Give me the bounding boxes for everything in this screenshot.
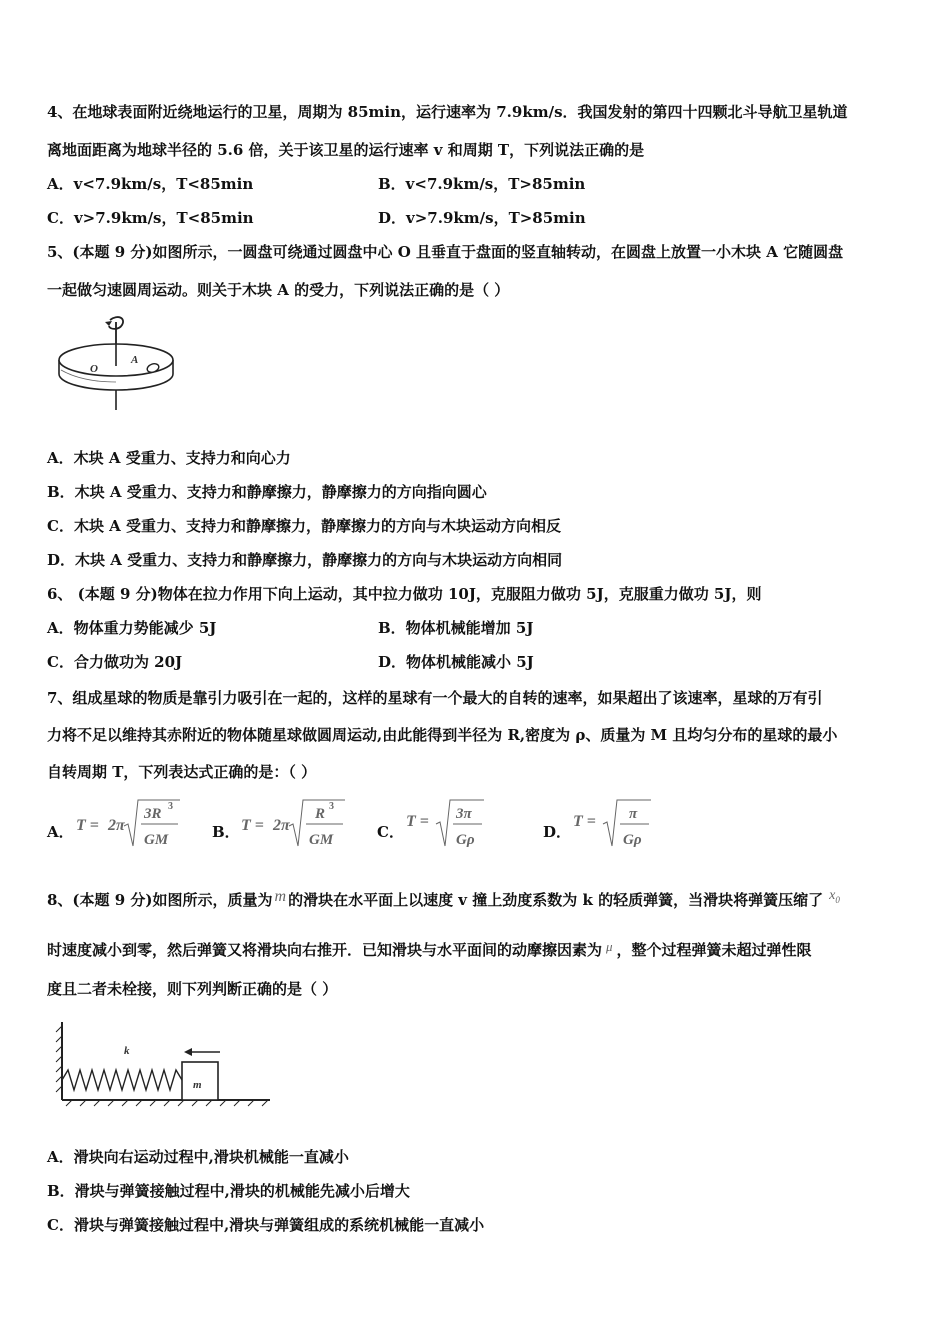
svg-text:2π: 2π xyxy=(108,817,125,834)
q4-stem-line1: 4、在地球表面附近绕地运行的卫星，周期为 85min，运行速率为 7.9km/s．我国发射的第四十四颗北斗导航卫星轨道 xyxy=(47,103,848,121)
q5-option-a: A．木块 A 受重力、支持力和向心力 xyxy=(47,449,291,467)
q6-option-b: B．物体机械能增加 5J xyxy=(378,619,534,637)
q6-stem: 6、 (本题 9 分)物体在拉力作用下向上运动，其中拉力做功 10J，克服阻力做功 5J，克服重力做功 5J，则 xyxy=(47,585,762,603)
svg-text:π: π xyxy=(629,806,638,822)
svg-text:3π: 3π xyxy=(456,806,472,822)
q8-stem-line3: 度且二者未栓接，则下列判断正确的是（ ） xyxy=(47,980,338,998)
q5-stem-line1: 5、(本题 9 分)如图所示，一圆盘可绕通过圆盘中心 O 且垂直于盘面的竖直轴转动，在圆盘上放置一小木块 A 它随圆盘 xyxy=(47,243,844,261)
label-o: O xyxy=(90,363,98,375)
svg-text:T =: T = xyxy=(76,817,99,834)
svg-text:GM: GM xyxy=(144,832,169,848)
q5-option-c: C．木块 A 受重力、支持力和静摩擦力，静摩擦力的方向与木块运动方向相反 xyxy=(47,517,562,535)
x0-symbol: $x_0$ xyxy=(829,888,840,905)
q8-stem-line1: 8、(本题 9 分)如图所示，质量为 m 的滑块在水平面上以速度 v 撞上劲度系数为 k 的轻质弹簧，当滑块将弹簧压缩了 $x_0$ xyxy=(47,888,840,909)
q7-label-c: C． xyxy=(377,823,404,841)
label-k: k xyxy=(124,1045,130,1057)
q8-option-a: A．滑块向右运动过程中,滑块机械能一直减小 xyxy=(47,1148,349,1166)
q6-option-d: D．物体机械能减小 5J xyxy=(378,653,534,671)
turntable-figure xyxy=(52,312,192,412)
svg-text:T =: T = xyxy=(241,817,264,834)
svg-text:GM: GM xyxy=(309,832,334,848)
svg-text:3: 3 xyxy=(168,801,173,812)
q7-formula-a xyxy=(76,796,186,852)
q7-formula-b xyxy=(241,796,351,852)
q7-label-d: D． xyxy=(543,823,572,841)
q7-label-b: B． xyxy=(212,823,240,841)
q7-stem-line3: 自转周期 T，下列表达式正确的是：（ ） xyxy=(47,763,317,781)
q4-option-d: D．v>7.9km/s，T>85min xyxy=(378,209,586,227)
q8-stem-line2: 时速度减小到零，然后弹簧又将滑块向右推开．已知滑块与水平面间的动摩擦因素为 μ ，整个过程弹簧未超过弹性限 xyxy=(47,939,812,959)
q8-option-c: C．滑块与弹簧接触过程中,滑块与弹簧组成的系统机械能一直减小 xyxy=(47,1216,485,1234)
q7-formula-c xyxy=(406,796,496,852)
label-a: A xyxy=(131,354,139,366)
mu-symbol: μ xyxy=(606,939,613,954)
spring-block-figure xyxy=(52,1016,274,1108)
svg-text:T =: T = xyxy=(406,813,429,830)
svg-text:3: 3 xyxy=(329,801,334,812)
q5-option-b: B．木块 A 受重力、支持力和静摩擦力，静摩擦力的方向指向圆心 xyxy=(47,483,487,501)
q4-option-c: C．v>7.9km/s，T<85min xyxy=(47,209,254,227)
q7-stem-line1: 7、组成星球的物质是靠引力吸引在一起的，这样的星球有一个最大的自转的速率，如果超出了该速率，星球的万有引 xyxy=(47,689,823,707)
svg-text:Gρ: Gρ xyxy=(623,832,642,848)
svg-text:2π: 2π xyxy=(273,817,290,834)
q4-option-b: B．v<7.9km/s，T>85min xyxy=(378,175,586,193)
svg-text:Gρ: Gρ xyxy=(456,832,475,848)
q6-option-c: C．合力做功为 20J xyxy=(47,653,183,671)
svg-text:3R: 3R xyxy=(144,806,162,822)
q5-stem-line2: 一起做匀速圆周运动。则关于木块 A 的受力，下列说法正确的是（ ） xyxy=(47,281,510,299)
q5-option-d: D．木块 A 受重力、支持力和静摩擦力，静摩擦力的方向与木块运动方向相同 xyxy=(47,551,563,569)
svg-text:R: R xyxy=(315,806,326,822)
q6-option-a: A．物体重力势能减少 5J xyxy=(47,619,217,637)
q7-formula-d xyxy=(573,796,663,852)
q7-stem-line2: 力将不足以维持其赤附近的物体随星球做圆周运动,由此能得到半径为 R,密度为 ρ、质量为 M 且均匀分布的星球的最小 xyxy=(47,726,838,744)
label-m: m xyxy=(193,1079,202,1091)
svg-text:T =: T = xyxy=(573,813,596,830)
q8-option-b: B．滑块与弹簧接触过程中,滑块的机械能先减小后增大 xyxy=(47,1182,410,1200)
mass-symbol: m xyxy=(274,888,287,905)
q4-option-a: A．v<7.9km/s，T<85min xyxy=(47,175,254,193)
q4-stem-line2: 离地面距离为地球半径的 5.6 倍，关于该卫星的运行速率 v 和周期 T，下列说法正确的是 xyxy=(47,141,645,159)
q7-label-a: A． xyxy=(47,823,74,841)
